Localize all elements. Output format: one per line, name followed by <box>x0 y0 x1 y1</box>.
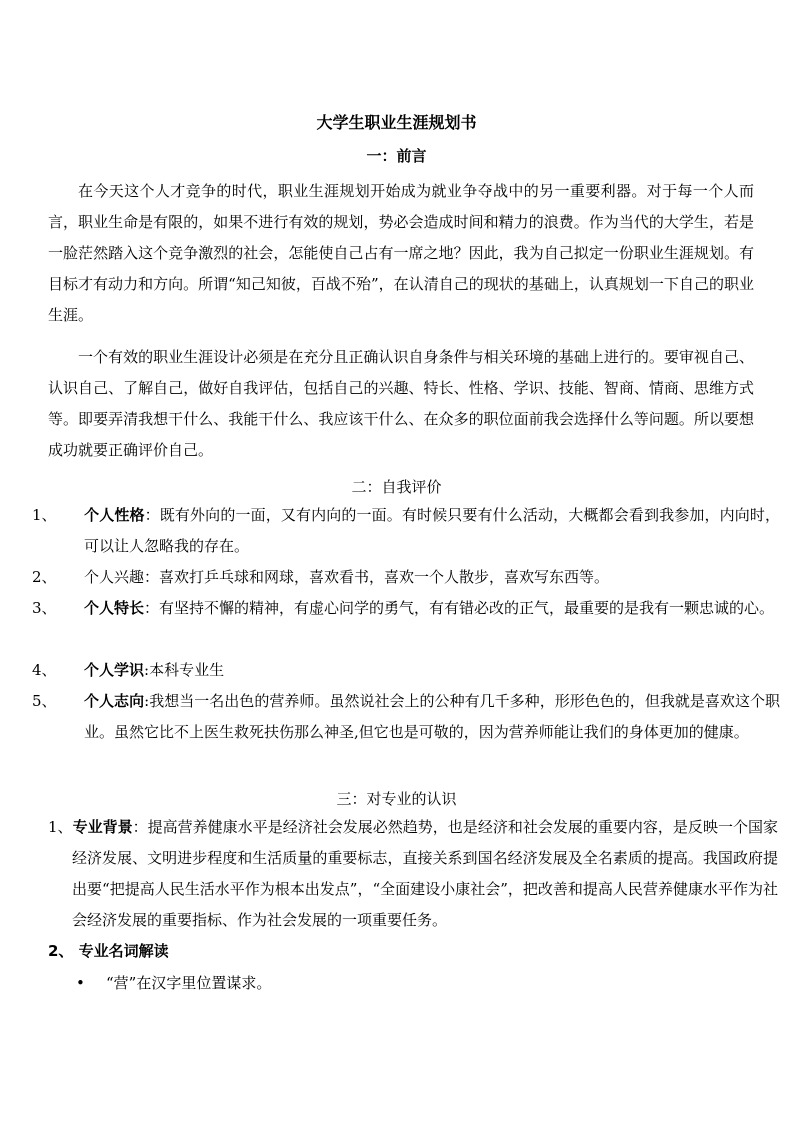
list-item <box>32 686 780 748</box>
list-item-label: 个人志向 <box>84 692 145 710</box>
list-item-label: 个人性格 <box>84 506 145 524</box>
bullet-mark: • <box>76 974 85 992</box>
document-title: 大学生职业生涯规划书 <box>316 113 477 132</box>
list-item-separator: : <box>144 692 150 710</box>
list-item-text: 提高营养健康水平是经济社会发展必然趋势，也是经济和社会发展的重要内容，是反映一个国家经济发展、文明进步程度和生活质量的重要标志，直接关系到国名经济发展及全名素质的提高。我国政府提出要“把提高人民生活水平作为根本出发点”，“全面建设小康社会”，把改善和提高人民营养健康水平作为社会经济发展的重要指标、作为社会发展的一项重要任务。 <box>72 818 778 929</box>
list-item-separator: ： <box>144 599 160 617</box>
major-background-item <box>48 812 778 936</box>
list-item-label: 个人学识 <box>84 661 145 679</box>
major-terms-heading <box>48 936 169 967</box>
list-item-separator: ： <box>144 506 160 524</box>
list-item-text: 既有外向的一面，又有内向的一面。有时候只要有什么活动，大概都会看到我参加，内向时，可以让人忽略我的存在。 <box>84 506 780 555</box>
list-number: 3、 <box>32 599 57 617</box>
preface-paragraph-1: 在今天这个人才竞争的时代，职业生涯规划开始成为就业争夺战中的另一重要利器。对于每一个人而言，职业生命是有限的，如果不进行有效的规划，势必会造成时间和精力的浪费。作为当代的大学生，若是一脸茫然踏入这个竞争激烈的社会，怎能使自己占有一席之地？因此，我为自己拟定一份职业生涯规划。有目标才有动力和方向。所谓“知己知彼，百战不殆”，在认清自己的现状的基础上，认真规划一下自己的职业生涯。 <box>48 182 754 324</box>
section-heading-major-understanding: 三：对专业的认识 <box>336 790 457 808</box>
list-number: 2、 <box>32 568 57 586</box>
list-item-label: 专业名词解读 <box>78 942 169 960</box>
list-item <box>32 500 780 562</box>
bullet-text: “营”在汉字里位置谋求。 <box>106 974 272 992</box>
list-item-separator: ： <box>144 568 160 586</box>
section-heading-preface: 一：前言 <box>366 147 427 165</box>
list-item-label: 专业背景 <box>72 818 133 836</box>
list-item-text: 有坚持不懈的精神，有虚心问学的勇气，有有错必改的正气，最重要的是我有一颗忠诚的心。 <box>159 599 775 617</box>
list-item <box>32 562 780 593</box>
list-item <box>32 593 780 624</box>
list-item-separator: ： <box>132 818 148 836</box>
list-item-label: 个人特长 <box>84 599 145 617</box>
bullet-item <box>76 968 271 999</box>
section-heading-self-evaluation: 二：自我评价 <box>351 478 442 496</box>
preface-paragraph-2: 一个有效的职业生涯设计必须是在充分且正确认识自身条件与相关环境的基础上进行的。要审视自己、认识自己、了解自己，做好自我评估，包括自己的兴趣、特长、性格、学识、技能、智商、情商、思维方式等。即要弄清我想干什么、我能干什么、我应该干什么、在众多的职位面前我会选择什么等问题。所以要想成功就要正确评价自己。 <box>48 348 754 459</box>
list-item-text: 本科专业生 <box>149 661 225 679</box>
list-item <box>32 655 780 686</box>
list-number: 1、 <box>48 818 73 836</box>
list-item-text: 喜欢打乒乓球和网球，喜欢看书，喜欢一个人散步，喜欢写东西等。 <box>159 568 610 586</box>
list-item-separator: : <box>144 661 150 679</box>
list-item-text: 我想当一名出色的营养师。虽然说社会上的公种有几千多种，形形色色的，但我就是喜欢这个职业。虽然它比不上医生救死扶伤那么神圣,但它也是可敬的，因为营养师能让我们的身体更加的健康。 <box>84 692 780 741</box>
list-number: 4、 <box>32 661 57 679</box>
list-number: 2、 <box>48 942 74 960</box>
list-number: 5、 <box>32 692 57 710</box>
list-number: 1、 <box>32 506 57 524</box>
list-item-label: 个人兴趣 <box>84 568 145 586</box>
